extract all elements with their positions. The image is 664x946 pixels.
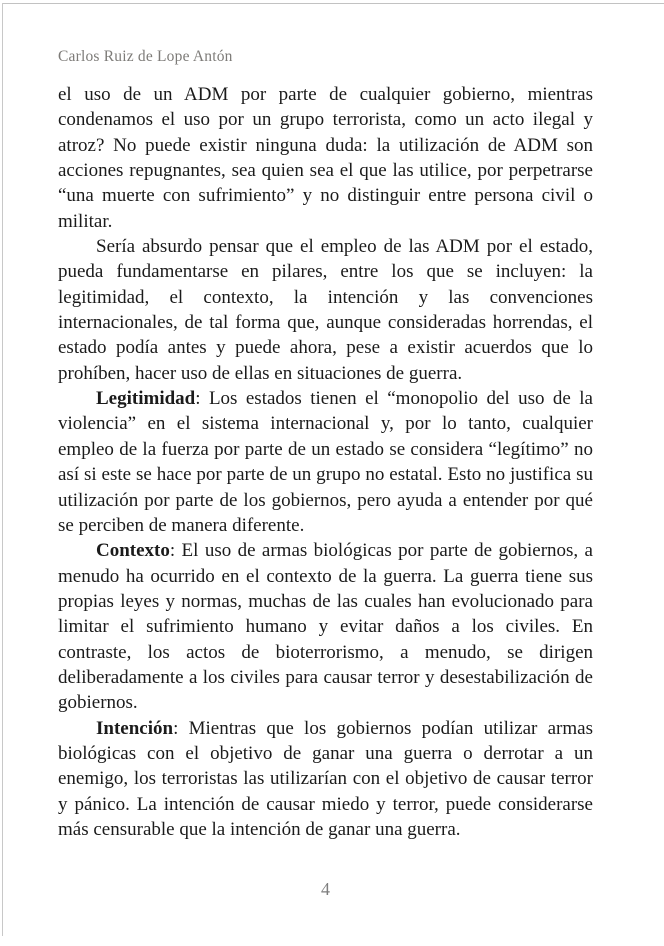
paragraph-text: el uso de un ADM por parte de cualquier gobierno, mientras condenamos el uso por un grupo terrorista, como un acto ilegal y atroz? No puede existir ninguna duda: la utilización de ADM son acciones repugnantes, sea quien sea el que las utilice, por perpetrarse “una muerte con sufrimiento” y no distinguir entre persona civil o militar. (58, 84, 593, 232)
paragraph-text: : Mientras que los gobiernos podían utilizar armas biológicas con el objetivo de ganar una guerra o derrotar a un enemigo, los terroristas las utilizarían con el objetivo de causar terror y pánico. La intención de causar miedo y terror, puede considerarse más censurable que la intención de ganar una guerra. (58, 717, 593, 840)
paragraph-text: : Los estados tienen el “monopolio del uso de la violencia” en el sistema internacional y, por lo tanto, cualquier empleo de la fuerza por parte de un estado se considera “legítimo” no así si este se hace por parte de un grupo no estatal. Esto no justifica su utilización por parte de los gobiernos, pero ayuda a entender por qué se perciben de manera diferente. (58, 388, 593, 536)
paragraph (58, 386, 593, 538)
page-edge-left (2, 3, 3, 936)
paragraph-text: Sería absurdo pensar que el empleo de las ADM por el estado, pueda fundamentarse en pilares, entre los que se incluyen: la legitimidad, el contexto, la intención y las convenciones internacionales, de tal forma que, aunque consideradas horrendas, el estado podía antes y puede ahora, pese a existir acuerdos que lo prohíben, hacer uso de ellas en situaciones de guerra. (58, 236, 593, 384)
paragraph (58, 234, 593, 386)
page-body-text (58, 82, 593, 842)
paragraph-lead-legitimidad: Legitimidad (96, 388, 196, 410)
page-number: 4 (321, 879, 330, 899)
paragraph-lead-contexto: Contexto (96, 540, 170, 562)
paragraph (58, 538, 593, 715)
paragraph (58, 716, 593, 843)
running-header-author: Carlos Ruiz de Lope Antón (58, 48, 233, 65)
page-edge-top (2, 3, 664, 4)
paragraph (58, 82, 593, 234)
paragraph-text: : El uso de armas biológicas por parte de gobiernos, a menudo ha ocurrido en el contexto de la guerra. La guerra tiene sus propias leyes y normas, muchas de las cuales han evolucionado para limitar el sufrimiento humano y evitar daños a los civiles. En contraste, los actos de bioterrorismo, a menudo, se dirigen deliberadamente a los civiles para causar terror y desestabilización de gobiernos. (58, 540, 593, 714)
paragraph-lead-intencion: Intención (96, 717, 174, 739)
